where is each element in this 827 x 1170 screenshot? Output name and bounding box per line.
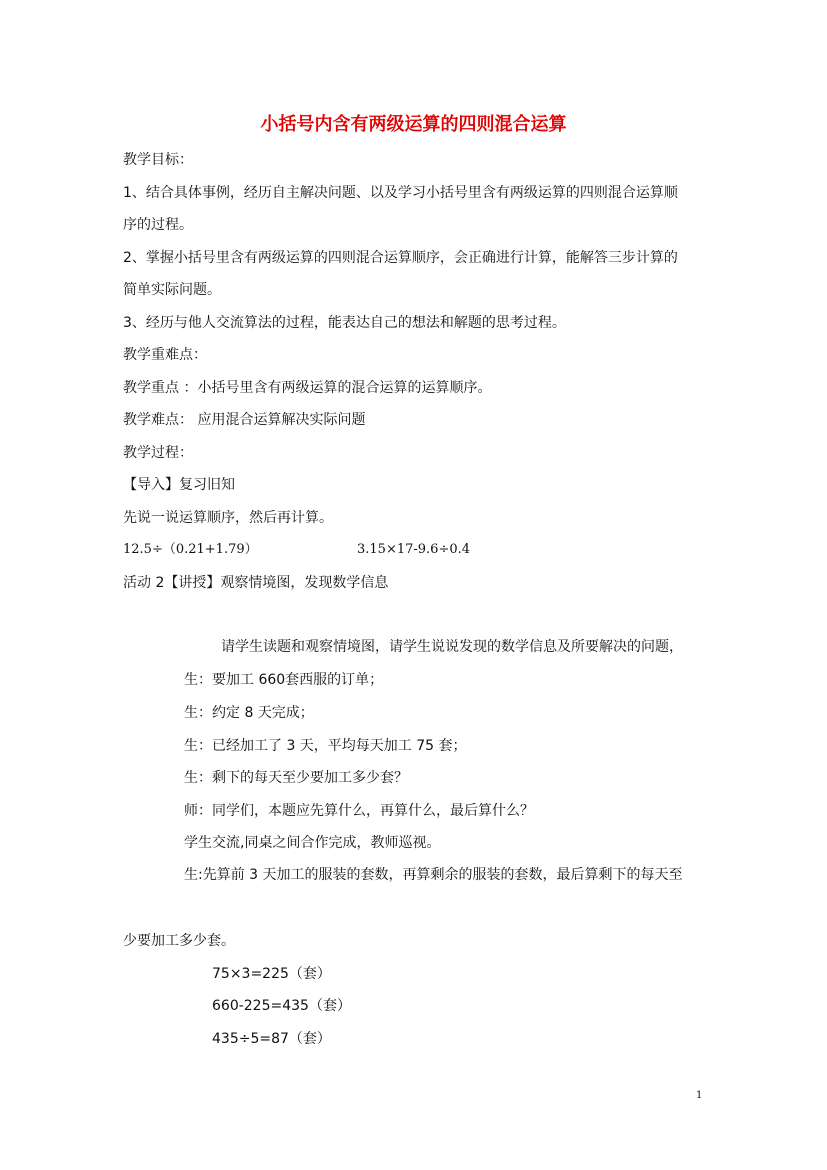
calculation-2: 660-225=435（套） (212, 998, 351, 1014)
student-line-2: 生：约定 8 天完成； (184, 705, 314, 721)
activity-2-heading: 活动 2【讲授】观察情境图，发现数学信息 (123, 575, 389, 591)
objective-3: 3、经历与他人交流算法的过程，能表达自己的想法和解题的思考过程。 (123, 315, 566, 331)
student-exchange: 学生交流,同桌之间合作完成，教师巡视。 (184, 835, 441, 851)
student-answer-line-2: 少要加工多少套。 (123, 933, 235, 949)
objective-1-line-1: 1、结合具体事例，经历自主解决问题、以及学习小括号里含有两级运算的四则混合运算顺 (123, 185, 678, 201)
calculation-1: 75×3=225（套） (212, 966, 331, 982)
objective-1-line-2: 序的过程。 (123, 217, 193, 233)
student-line-4: 生：剩下的每天至少要加工多少套？ (184, 770, 408, 786)
process-heading: 教学过程： (123, 445, 193, 461)
intro-task: 先说一说运算顺序，然后再计算。 (123, 510, 333, 526)
objective-2-line-2: 简单实际问题。 (123, 282, 221, 298)
student-line-1: 生：要加工 660套西服的订单； (184, 672, 384, 688)
document-title: 小括号内含有两级运算的四则混合运算 (260, 114, 567, 135)
expression-2: 3.15×17-9.6÷0.4 (357, 542, 471, 557)
difficulty: 教学难点： 应用混合运算解决实际问题 (123, 412, 366, 428)
calculation-3: 435÷5=87（套） (212, 1031, 331, 1047)
page-number: 1 (696, 1090, 703, 1101)
keypoints-heading: 教学重难点： (123, 347, 207, 363)
teacher-question: 师：同学们，本题应先算什么，再算什么，最后算什么？ (184, 803, 534, 819)
prompt: 请学生读题和观察情境图，请学生说说发现的数学信息及所要解决的问题， (221, 639, 683, 655)
expression-1: 12.5÷（0.21+1.79） (123, 542, 258, 557)
student-line-3: 生：已经加工了 3 天，平均每天加工 75 套； (184, 738, 467, 754)
intro-heading: 【导入】复习旧知 (123, 477, 235, 493)
student-answer-line-1: 生:先算前 3 天加工的服装的套数，再算剩余的服装的套数，最后算剩下的每天至 (184, 867, 683, 883)
objective-2-line-1: 2、掌握小括号里含有两级运算的四则混合运算顺序，会正确进行计算，能解答三步计算的 (123, 250, 678, 266)
key-point: 教学重点 ：小括号里含有两级运算的混合运算的运算顺序。 (123, 380, 492, 396)
objectives-heading: 教学目标： (123, 152, 193, 168)
